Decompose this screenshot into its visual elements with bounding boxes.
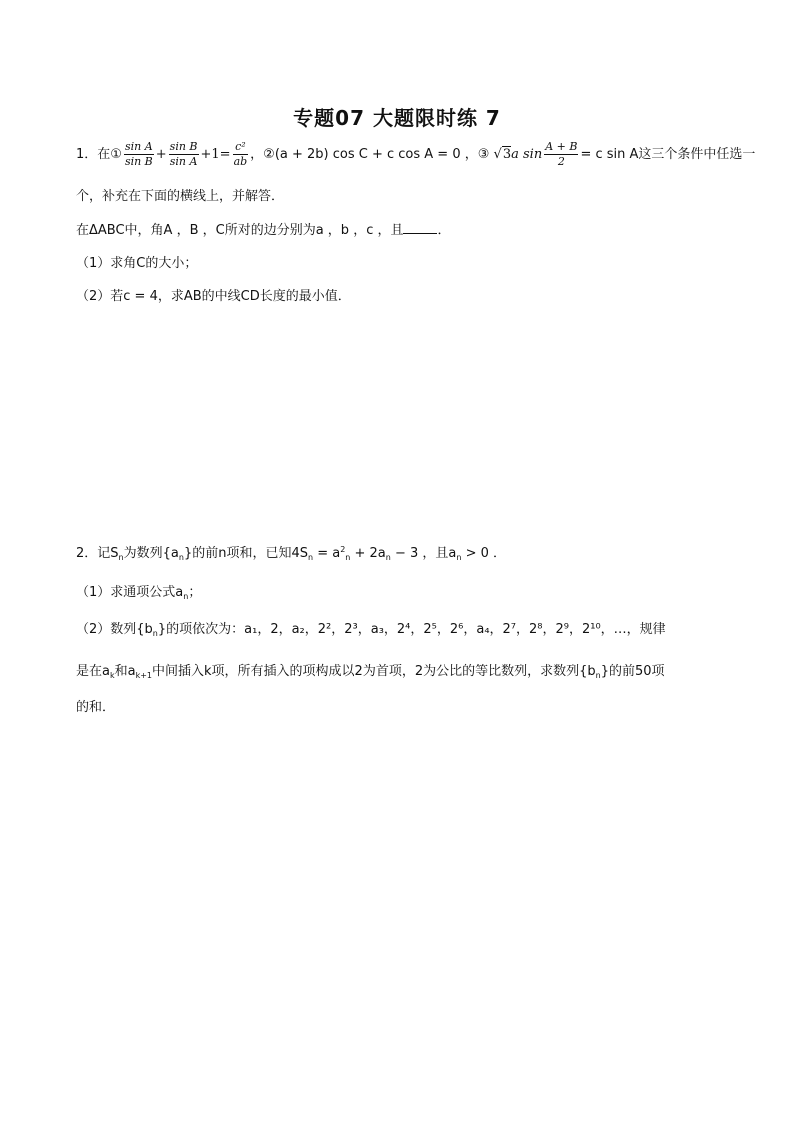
q1-line-3: 在ΔABC中，角A ，B ，C所对的边分别为a ，b ，c ，且 ． [76,223,451,238]
q1-part-2: （2）若c = 4，求AB的中线CD长度的最小值． [76,289,351,304]
q1-part-1: （1）求角C的大小； [76,256,198,271]
q2-part-2-line-3: 的和． [76,700,116,715]
q2-part-2-line-1: （2）数列$\{b_n\}$的项依次为：a₁，2，a₂，2²，2³，a₃，2⁴，2⁵，2⁶，a₄，2⁷，2⁸，2⁹，2¹⁰，…，规律 [76,622,666,638]
sqrt-symbol: √3 [493,147,512,162]
q1-line-1: 1．在① $\frac{\text{sin A}}{\text{sin B}}$ + $\frac{\text{sin B}}{\text{sin A}}$ +1= $\frac{\text{c²}}{ab}$ ，②(a + 2b) cos C + c cos A = 0 ，③ √3a sin $\frac{A + B}{2}$ = c sin A这三个条件中任选一 [76,140,756,168]
page-title: 专题07 大题限时练 7 [293,106,501,130]
q1-fraction-3: $\frac{\text{c²}}{ab}$ [233,140,248,168]
q1-number: 1．在 [76,147,111,162]
q2-part-1: （1）求通项公式$a_n$； [76,585,202,601]
q2-line-1: 2．记$S_n$为数列$\{a_n\}$的前n项和，已知$4S_n = a^2_n + 2a_n - 3$ ，且$a_n > 0$ ． [76,545,507,562]
q1-fraction-4: $\frac{A + B}{2}$ [545,140,578,168]
answer-blank[interactable] [403,221,437,234]
q2-part-2-line-2: 是在$a_k$和$a_{k+1}$中间插入k项，所有插入的项构成以2为首项，2为公比的等比数列，求数列$\{b_n\}$的前50项 [76,664,665,680]
q1-fraction-1: $\frac{\text{sin A}}{\text{sin B}}$ [124,140,153,168]
q1-condition-2: ，②(a + 2b) cos C + c cos A = 0 ，③ [250,147,494,162]
q1-fraction-2: $\frac{\text{sin B}}{\text{sin A}}$ [169,140,198,168]
q1-line-2: 个，补充在下面的横线上，并解答． [76,189,285,204]
